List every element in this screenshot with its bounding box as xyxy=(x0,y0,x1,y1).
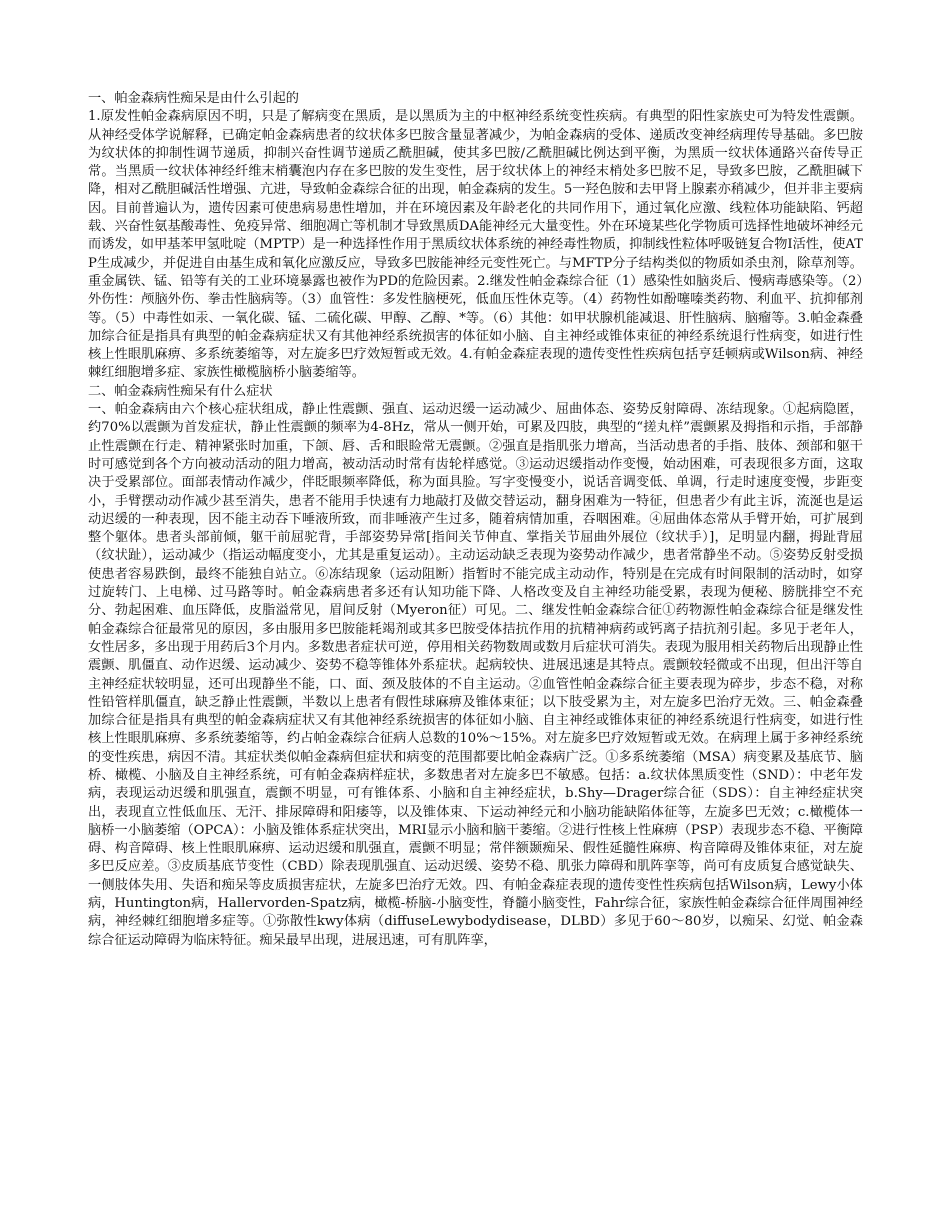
section-2-title: 二、帕金森病性痴呆有什么症状 xyxy=(88,383,273,399)
section-1-body: 1.原发性帕金森病原因不明，只是了解病变在黑质，是以黑质为主的中枢神经系统变性疾病。有典型的阳性家族史可为特发性震颤。从神经受体学说解释，已确定帕金森病患者的纹状体多巴胺含量显著减少，为帕金森病的受体、递质改变神经病理传导基础。多巴胺为纹状体的抑制性调节递质，抑制兴奋性调节递质乙酰胆碱，使其多巴胺/乙酰胆碱比例达到平衡，为黑质一纹状体通路兴奋传导正常。当黑质一纹状体神经纤维末梢囊泡内存在多巴胺的发生变性，居于纹状体上的神经末梢处多巴胺不足，导致多巴胺，乙酰胆碱下降，相对乙酰胆碱活性增强、亢进，导致帕金森综合征的出现，帕金森病的发生。5一羟色胺和去甲肾上腺素亦稍减少，但并非主要病因。目前普遍认为，遗传因素可使患病易患性增加，并在环境因素及年龄老化的共同作用下，通过氧化应激、线粒体功能缺陷、钙超载、兴奋性氨基酸毒性、免疫异常、细胞凋亡等机制才导致黑质DA能神经元大量变性。外在环境某些化学物质可选择性地破坏神经元而诱发，如甲基苯甲氢吡啶（MPTP）是一种选择性作用于黑质纹状体系统的神经毒性物质，抑制线性粒体呼吸链复合物Ⅰ活性，使ATP生成减少，并促进自由基生成和氧化应激反应，导致多巴胺能神经元变性死亡。与MFTP分子结构类似的物质如杀虫剂，除草剂等。重金属铁、锰、铅等有关的工业环境暴露也被作为PD的危险因素。2.继发性帕金森综合征（1）感染性如脑炎后、慢病毒感染等。（2）外伤性：颅脑外伤、拳击性脑病等。（3）血管性：多发性脑梗死，低血压性休克等。（4）药物性如酚噻嗪类药物、利血平、抗抑郁剂等。（5）中毒性如汞、一氧化碳、锰、二硫化碳、甲醇、乙醇、*等。（6）其他：如甲状腺机能减退、肝性脑病、脑瘤等。3.帕金森叠加综合征是指具有典型的帕金森病症状又有其他神经系统损害的体征如小脑、自主神经或锥体束征的神经系统退行性病变，如进行性核上性眼肌麻痹、多系统萎缩等，对左旋多巴疗效短暂或无效。4.有帕金森症表现的遗传变性性疾病包括亨廷顿病或Wilson病、神经棘红细胞增多症、家族性橄榄脑桥小脑萎缩等。 xyxy=(88,109,863,381)
document-page xyxy=(88,90,863,950)
section-2-body: 一、帕金森病由六个核心症状组成，静止性震颤、强直、运动迟缓一运动减少、屈曲体态、姿势反射障碍、冻结现象。①起病隐匿，约70%以震颤为首发症状，静止性震颤的频率为4-8Hz，常从一侧开始，可累及四肢，典型的“搓丸样”震颤累及拇指和示指，手部静止性震颤在行走、精神紧张时加重，下颌、唇、舌和眼睑常无震颤。②强直是指肌张力增高，当活动患者的手指、肢体、颈部和躯干时可感觉到各个方向被动活动的阻力增高，被动活动时常有齿轮样感觉。③运动迟缓指动作变慢，始动困难，可表现很多方面，这取决于受累部位。面部表情动作减少，伴眨眼频率降低，称为面具脸。写字变慢变小，说话音调变低、单调，行走时速度变慢，步距变小，手臂摆动动作减少甚至消失，患者不能用手快速有力地敲打及做交替运动，翻身困难为一特征，但患者少有此主诉，流涎也是运动迟缓的一种表现，因不能主动吞下唾液所致，而非唾液产生过多，随着病情加重，吞咽困难。④屈曲体态常从手臂开始，可扩展到整个躯体。患者头部前倾，躯干前屈驼背，手部姿势异常[指间关节伸直、掌指关节屈曲外展位（纹状手）]，足明显内翻，拇趾背屈（纹状趾），运动减少（指运动幅度变小，尤其是重复运动）。主动运动缺乏表现为姿势动作减少，患者常静坐不动。⑤姿势反射受损使患者容易跌倒，最终不能独自站立。⑥冻结现象（运动阻断）指暂时不能完成主动动作，特别是在完成有时间限制的活动时，如穿过旋转门、上电梯、过马路等时。帕金森病患者多还有认知功能下降、人格改变及自主神经功能受累，表现为便秘、膀胱排空不充分、勃起困难、血压降低，皮脂溢常见，眉间反射（Myeron征）可见。二、继发性帕金森综合征①药物源性帕金森综合征是继发性帕金森综合征最常见的原因，多由服用多巴胺能耗竭剂或其多巴胺受体拮抗作用的抗精神病药或钙离子拮抗剂引起。多见于老年人，女性居多，多出现于用药后3个月内。多数患者症状可逆，停用相关药物数周或数月后症状可消失。表现为服用相关药物后出现静止性震颤、肌僵直、动作迟缓、运动减少、姿势不稳等锥体外系症状。起病较快、进展迅速是其特点。震颤较轻微或不出现，但出汗等自主神经症状较明显，还可出现静坐不能，口、面、颈及肢体的不自主运动。②血管性帕金森综合征主要表现为碎步，步态不稳，对称性铅管样肌僵直，缺乏静止性震颤，半数以上患者有假性球麻痹及锥体束征；以下肢受累为主，对左旋多巴治疗无效。三、帕金森叠加综合征是指具有典型的帕金森病症状又有其他神经系统损害的体征如小脑、自主神经或锥体束征的神经系统退行性病变，如进行性核上性眼肌麻痹、多系统萎缩等，约占帕金森综合征病人总数的10%～15%。对左旋多巴疗效短暂或无效。在病理上属于多神经系统的变性疾患，病因不清。其症状类似帕金森病但症状和病变的范围都要比帕金森病广泛。①多系统萎缩（MSA）病变累及基底节、脑桥、橄榄、小脑及自主神经系统，可有帕金森病样症状，多数患者对左旋多巴不敏感。包括：a.纹状体黑质变性（SND）：中老年发病，表现运动迟缓和肌强直，震颤不明显，可有锥体系、小脑和自主神经症状，b.Shy—Drager综合征（SDS）：自主神经症状突出，表现直立性低血压、无汗、排尿障碍和阳痿等，以及锥体束、下运动神经元和小脑功能缺陷体征等，左旋多巴无效；c.橄榄体一脑桥一小脑萎缩（OPCA）：小脑及锥体系症状突出，MRI显示小脑和脑干萎缩。②进行性核上性麻痹（PSP）表现步态不稳、平衡障碍、构音障碍、核上性眼肌麻痹、运动迟缓和肌强直，震颤不明显；常伴额颞痴呆、假性延髓性麻痹、构音障碍及锥体束征，对左旋多巴反应差。③皮质基底节变性（CBD）除表现肌强直、运动迟缓、姿势不稳、肌张力障碍和肌阵挛等，尚可有皮质复合感觉缺失、一侧肢体失用、失语和痴呆等皮质损害症状，左旋多巴治疗无效。四、有帕金森症表现的遗传变性性疾病包括Wilson病，Lewy小体病，Huntington病，Hallervorden-Spatz病，橄榄-桥脑-小脑变性，脊髓小脑变性，Fahr综合征，家族性帕金森综合征伴周围神经病，神经棘红细胞增多症等。①弥散性kwy体病（diffuseLewybodydisease，DLBD）多见于60～80岁，以痴呆、幻觉、帕金森综合征运动障碍为临床特征。痴呆最早出现，进展迅速，可有肌阵挛， xyxy=(88,402,863,948)
section-1-title: 一、帕金森病性痴呆是由什么引起的 xyxy=(88,91,299,106)
